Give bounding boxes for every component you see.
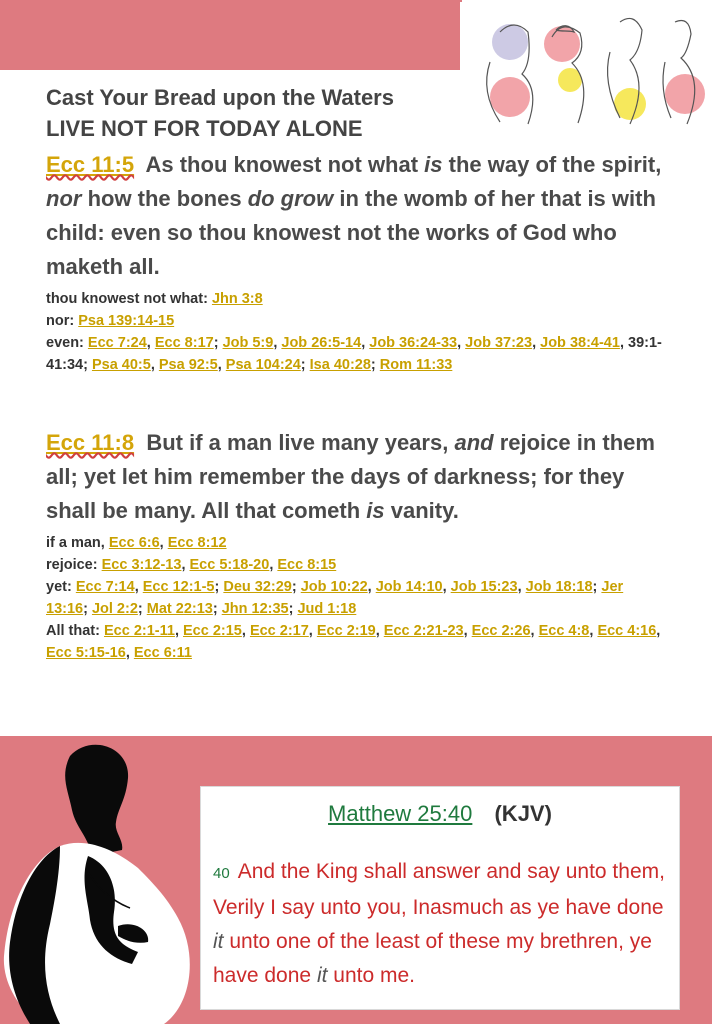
ref-link[interactable]: Rom 11:33 xyxy=(379,357,453,373)
top-pink-band xyxy=(0,0,462,70)
main-content xyxy=(46,82,666,664)
ref-line: if a man, Ecc 6:6, Ecc 8:12 xyxy=(46,535,227,551)
ref-link[interactable]: Job 26:5-14 xyxy=(281,335,362,351)
title-line-1: Cast Your Bread upon the Waters xyxy=(46,85,394,110)
pregnant-woman-silhouette xyxy=(0,736,210,1024)
ref-link[interactable]: Mat 22:13 xyxy=(146,601,213,617)
ref-link[interactable]: Ecc 5:18-20 xyxy=(189,557,270,573)
ref-link[interactable]: Ecc 8:17 xyxy=(154,335,214,351)
ref-link[interactable]: Psa 104:24 xyxy=(225,357,301,373)
ref-link[interactable]: Psa 40:5 xyxy=(91,357,151,373)
ref-link[interactable]: Ecc 4:16 xyxy=(597,623,657,639)
ref-line: thou knowest not what: Jhn 3:8 xyxy=(46,291,263,307)
ref-link[interactable]: Ecc 4:8 xyxy=(538,623,590,639)
verse-text-part: rejoice in them all; yet let him remember the days of darkness; for they shall be many. All that cometh xyxy=(46,430,655,523)
verse-italic: do grow xyxy=(247,186,334,211)
ref-link[interactable]: Ecc 2:26 xyxy=(471,623,531,639)
ref-link[interactable]: Jol 2:2 xyxy=(91,601,138,617)
ref-link[interactable]: Ecc 5:15-16 xyxy=(46,645,126,661)
ref-link[interactable]: Jhn 3:8 xyxy=(211,291,263,307)
ref-link[interactable]: Job 10:22 xyxy=(300,579,368,595)
ref-link[interactable]: Psa 92:5 xyxy=(158,357,218,373)
verse-italic: is xyxy=(366,498,385,523)
verse-number: 40 xyxy=(213,865,230,882)
ref-link[interactable]: Job 36:24-33 xyxy=(369,335,458,351)
ref-link[interactable]: Ecc 6:6 xyxy=(108,535,160,551)
bible-version: (KJV) xyxy=(494,801,552,826)
title-line-2: LIVE NOT FOR TODAY ALONE xyxy=(46,116,363,141)
verse-text-part: in the womb of her that is with child: even so thou knowest not the works of God who maketh all. xyxy=(46,186,656,279)
ref-link[interactable]: Isa 40:28 xyxy=(309,357,371,373)
ref-link[interactable]: Ecc 7:24 xyxy=(87,335,147,351)
ref-link[interactable]: Jhn 12:35 xyxy=(221,601,289,617)
cross-references xyxy=(46,532,666,664)
ref-link[interactable]: Ecc 2:21-23 xyxy=(383,623,464,639)
ref-link[interactable]: Ecc 8:15 xyxy=(277,557,337,573)
ref-link[interactable]: Ecc 2:15 xyxy=(183,623,242,639)
ref-link[interactable]: Ecc 2:19 xyxy=(316,623,376,639)
verse-italic: nor xyxy=(46,186,82,211)
ref-line: yet: Ecc 7:14, Ecc 12:1-5; Deu 32:29; Job 10:22, Job 14:10, Job 15:23, Job 18:18; Jer 13:16; Jol 2:2; Mat 22:13; Jhn 12:35; Jud 1:18 xyxy=(46,579,624,617)
ref-link[interactable]: Job 37:23 xyxy=(465,335,533,351)
ref-line: nor: Psa 139:14-15 xyxy=(46,313,175,329)
verse-reference-link[interactable]: Ecc 11:5 xyxy=(46,152,135,177)
ref-line: even: Ecc 7:24, Ecc 8:17; Job 5:9, Job 26:5-14, Job 36:24-33, Job 37:23, Job 38:4-41, 39:1-41:34; Psa 40:5, Psa 92:5, Psa 104:24; Isa 40:28; Rom 11:33 xyxy=(46,335,662,373)
cross-references xyxy=(46,288,666,376)
verse-text-part: how the bones xyxy=(81,186,248,211)
verse-italic: is xyxy=(424,152,443,177)
verse-reference-link[interactable]: Ecc 11:8 xyxy=(46,430,135,455)
ref-line: All that: Ecc 2:1-11, Ecc 2:15, Ecc 2:17, Ecc 2:19, Ecc 2:21-23, Ecc 2:26, Ecc 4:8, Ecc 4:16, Ecc 5:15-16, Ecc 6:11 xyxy=(46,623,661,661)
ref-link[interactable]: Job 38:4-41 xyxy=(540,335,620,351)
quote-reference-link[interactable]: Matthew 25:40 xyxy=(328,801,473,826)
ref-link[interactable]: Ecc 2:1-11 xyxy=(104,623,175,639)
verse-text xyxy=(46,148,666,284)
ref-line: rejoice: Ecc 3:12-13, Ecc 5:18-20, Ecc 8:15 xyxy=(46,557,337,573)
verse-text-part: the way of the spirit, xyxy=(442,152,662,177)
ref-link[interactable]: Job 18:18 xyxy=(525,579,593,595)
ref-link[interactable]: Ecc 7:14 xyxy=(75,579,135,595)
ref-link[interactable]: Ecc 12:1-5 xyxy=(142,579,215,595)
ref-link[interactable]: Jud 1:18 xyxy=(297,601,357,617)
ref-link[interactable]: Job 15:23 xyxy=(450,579,518,595)
ref-link[interactable]: Jer 13:16 xyxy=(46,579,624,617)
ref-link[interactable]: Job 14:10 xyxy=(375,579,443,595)
verse-italic: and xyxy=(454,430,494,455)
ref-link[interactable]: Ecc 3:12-13 xyxy=(101,557,182,573)
verse-ecc-11-8 xyxy=(46,426,666,664)
ref-link[interactable]: Ecc 8:12 xyxy=(167,535,227,551)
verse-ecc-11-5 xyxy=(46,148,666,376)
ref-link[interactable]: Psa 139:14-15 xyxy=(78,313,175,329)
quote-header xyxy=(201,801,679,827)
verse-text-part: vanity. xyxy=(384,498,459,523)
verse-text-part: But if a man live many years, xyxy=(146,430,455,455)
verse-text xyxy=(46,426,666,528)
ref-link[interactable]: Deu 32:29 xyxy=(223,579,292,595)
ref-link[interactable]: Job 5:9 xyxy=(222,335,274,351)
quote-text: 40 And the King shall answer and say unto them, Verily I say unto you, Inasmuch as ye have done it unto one of the least of these my brethren, ye have done it unto me. xyxy=(213,860,665,987)
verse-text-part: As thou knowest not what xyxy=(145,152,425,177)
ref-link[interactable]: Ecc 2:17 xyxy=(249,623,309,639)
ref-link[interactable]: Ecc 6:11 xyxy=(133,645,192,661)
quote-box-matthew xyxy=(200,786,680,1010)
